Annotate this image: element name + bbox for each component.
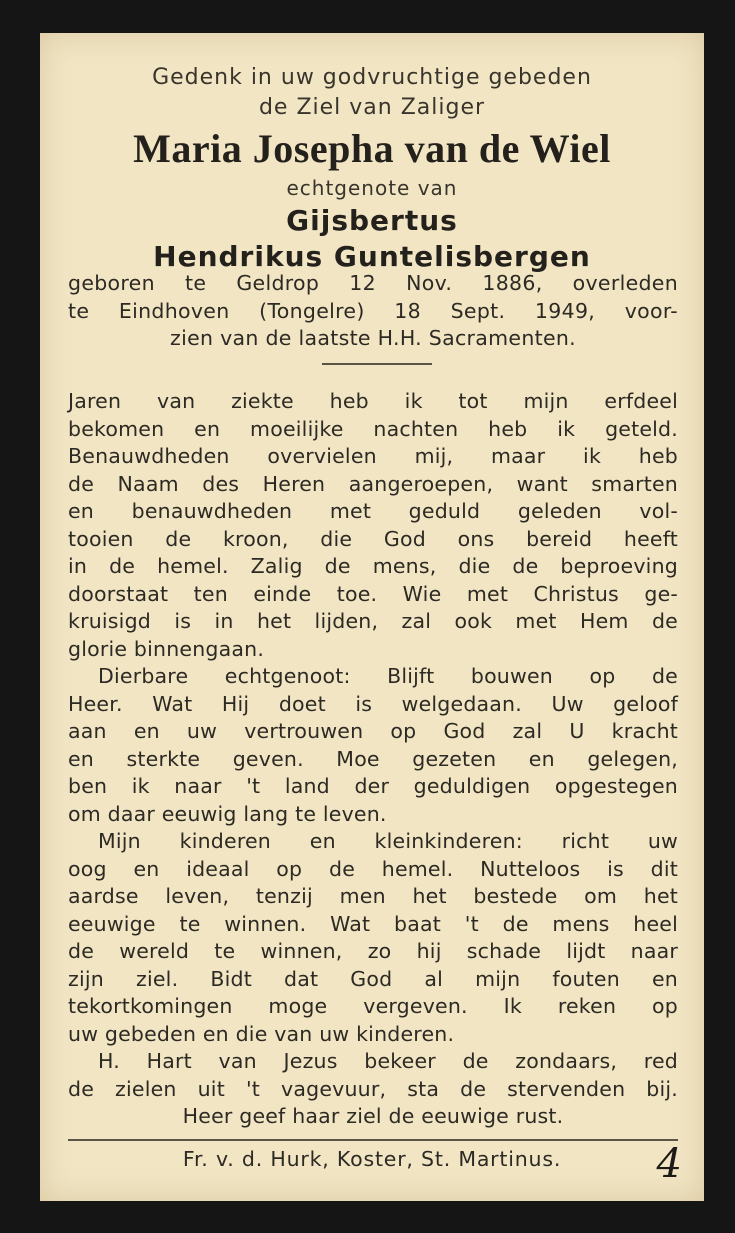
text-line: glorie binnengaan. [68, 636, 265, 661]
text-line: aan en uw vertrouwen op God zal U kracht [68, 719, 678, 743]
text-line: om daar eeuwig lang te leven. [68, 801, 387, 826]
text-line: Mijn kinderen en kleinkinderen: richt uw [98, 829, 678, 853]
dates-line: geboren te Geldrop 12 Nov. 1886, overleden [68, 271, 678, 295]
closing-prayer: Heer geef haar ziel de eeuwige rust. [182, 1104, 564, 1128]
text-line: tekortkomingen moge vergeven. Ik reken op [68, 994, 678, 1018]
text-line: de Naam des Heren aangeroepen, want smarten [68, 471, 678, 496]
text-line: tooien de kroon, die God ons bereid heeft [68, 526, 678, 551]
page-number: 4 [656, 1141, 682, 1187]
text-line: H. Hart van Jezus bekeer de zondaars, red [98, 1049, 678, 1073]
intro-line: Gedenk in uw godvruchtige gebeden [152, 65, 592, 90]
spouse-name-line: Gijsbertus [286, 204, 458, 237]
dates-line: te Eindhoven (Tongelre) 18 Sept. 1949, voor- [68, 298, 678, 323]
text-line: Jaren van ziekte heb ik tot mijn erfdeel [68, 389, 678, 413]
birth-death-dates [68, 270, 678, 353]
memorial-card [40, 33, 704, 1201]
text-line: zijn ziel. Bidt dat God al mijn fouten en [68, 966, 678, 991]
text-line: en benauwdheden met geduld geleden vol- [68, 499, 678, 523]
card-header [40, 63, 704, 275]
text-line: doorstaat ten einde toe. Wie met Christus ge- [68, 581, 678, 606]
deceased-name: Maria Josepha van de Wiel [133, 126, 611, 171]
spouse-name-line: Hendrikus Guntelisbergen [153, 240, 591, 273]
spouse-intro: echtgenote van [286, 176, 458, 200]
text-line: bekomen en moeilijke nachten heb ik geteld. [68, 416, 678, 441]
printer-credit: Fr. v. d. Hurk, Koster, St. Martinus. [182, 1147, 562, 1171]
section-divider [322, 363, 432, 365]
text-line: aardse leven, tenzij men het bestede om het [68, 884, 678, 908]
text-line: en sterkte geven. Moe gezeten en gelegen, [68, 746, 678, 771]
text-line: eeuwige te winnen. Wat baat 't de mens heel [68, 911, 678, 936]
prayer-text [68, 388, 678, 1131]
dates-line: zien van de laatste H.H. Sacramenten. [170, 326, 576, 350]
text-line: in de hemel. Zalig de mens, die de beproeving [68, 554, 678, 578]
text-line: Heer. Wat Hij doet is welgedaan. Uw geloof [68, 691, 678, 716]
text-line: ben ik naar 't land der geduldigen opgestegen [68, 774, 678, 798]
text-line: de zielen uit 't vagevuur, sta de stervenden bij. [68, 1076, 678, 1101]
text-line: Dierbare echtgenoot: Blijft bouwen op de [98, 664, 678, 688]
intro-line: de Ziel van Zaliger [258, 95, 486, 120]
text-line: oog en ideaal op de hemel. Nutteloos is dit [68, 856, 678, 881]
footer-divider [68, 1139, 678, 1141]
text-line: de wereld te winnen, zo hij schade lijdt naar [68, 939, 678, 963]
text-line: kruisigd is in het lijden, zal ook met Hem de [68, 609, 678, 633]
text-line: Benauwdheden overvielen mij, maar ik heb [68, 444, 678, 468]
text-line: uw gebeden en die van uw kinderen. [68, 1021, 455, 1046]
